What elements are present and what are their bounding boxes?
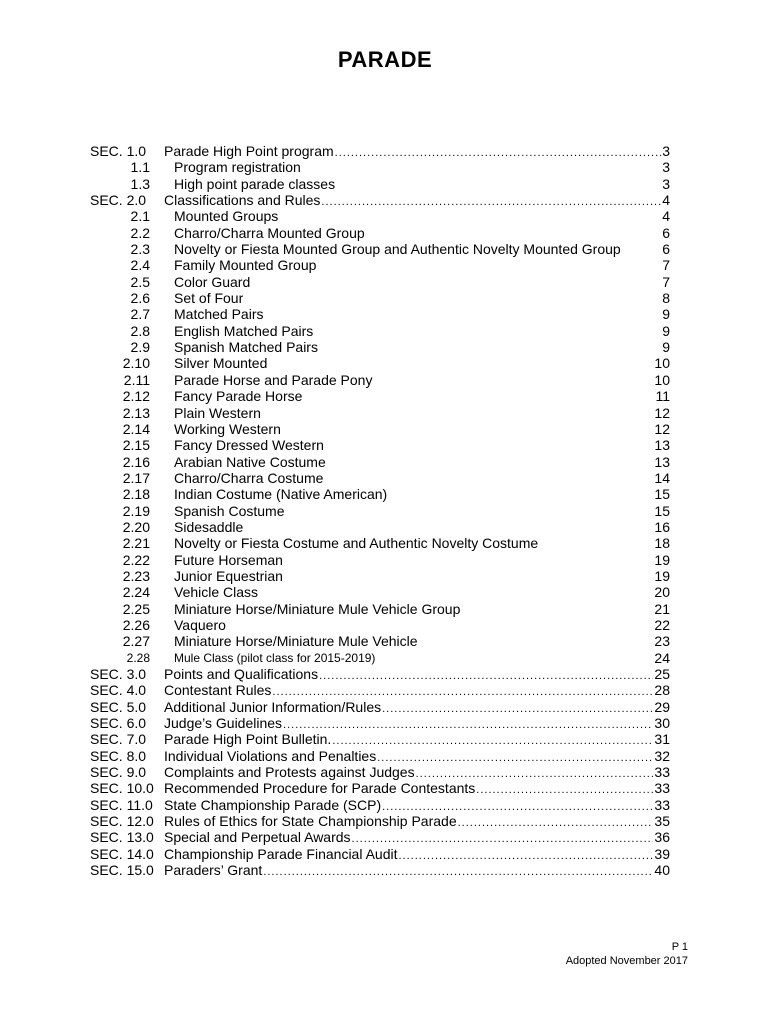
toc-entry-page: 29 — [654, 698, 670, 715]
toc-entry-page: 21 — [654, 600, 670, 617]
toc-entry-title: Sidesaddle — [174, 518, 244, 535]
toc-entry-number: 2.7 — [130, 306, 150, 323]
toc-entry-page: 6 — [662, 224, 670, 241]
toc-entry-page: 7 — [662, 273, 670, 290]
toc-entry-title: English Matched Pairs — [174, 322, 314, 339]
toc-entry-number: 2.14 — [122, 420, 150, 437]
toc-entry — [90, 552, 670, 568]
toc-entry-number: SEC. 1.0 — [90, 143, 147, 159]
toc-entry-title: Miniature Horse/Miniature Mule Vehicle Group — [174, 600, 461, 617]
toc-entry-page: 31 — [654, 731, 670, 748]
toc-entry-number: 2.10 — [122, 355, 150, 372]
toc-entry — [90, 306, 670, 322]
toc-entry-number: SEC. 12.0 — [90, 813, 154, 830]
toc-entry-number: 2.18 — [122, 486, 150, 503]
page-footer — [566, 940, 688, 968]
toc-entry-number: SEC. 13.0 — [90, 829, 154, 846]
toc-entry-number: SEC. 10.0 — [90, 780, 154, 797]
toc-entry — [90, 257, 670, 273]
toc-entry-title: Matched Pairs — [174, 306, 264, 323]
toc-entry — [90, 748, 670, 764]
toc-entry-page: 4 — [662, 208, 670, 225]
toc-entry-title: Program registration — [174, 159, 301, 176]
toc-entry-page: 36 — [654, 829, 670, 846]
toc-entry-page: 13 — [654, 437, 670, 454]
toc-entry — [90, 437, 670, 453]
toc-entry — [90, 535, 670, 551]
toc-entry-title: Junior Equestrian — [174, 567, 283, 584]
toc-entry-page: 7 — [662, 257, 670, 274]
page-number: P 1 — [671, 941, 688, 953]
toc-entry-number: 2.26 — [122, 616, 150, 633]
toc-entry-title: Mule Class (pilot class for 2015-2019) — [174, 650, 376, 665]
toc-entry-page: 9 — [662, 339, 670, 356]
toc-entry-page: 23 — [654, 633, 670, 650]
toc-entry-number: 2.9 — [130, 339, 150, 356]
toc-entry — [90, 421, 670, 437]
toc-entry-title: Set of Four — [174, 290, 244, 307]
toc-entry-title: Family Mounted Group — [174, 257, 317, 274]
toc-entry — [90, 666, 670, 682]
toc-entry-page: 19 — [654, 567, 670, 584]
toc-entry-title: Paraders’ Grant — [164, 862, 263, 879]
toc-entry-title: Working Western — [174, 420, 281, 437]
toc-entry-number: 2.23 — [122, 567, 150, 584]
toc-entry-title: Special and Perpetual Awards — [164, 829, 351, 846]
toc-entry — [90, 290, 670, 306]
toc-entry-title: Additional Junior Information/Rules — [164, 698, 382, 715]
toc-entry-title: Vehicle Class — [174, 584, 259, 601]
toc-entry-number: 2.17 — [122, 469, 150, 486]
toc-entry-page: 9 — [662, 322, 670, 339]
toc-entry-title: Points and Qualifications — [164, 666, 319, 682]
toc-entry-title: Charro/Charra Mounted Group — [174, 224, 365, 241]
toc-entry-number: SEC. 14.0 — [90, 845, 154, 862]
toc-entry-number: 2.2 — [130, 224, 150, 241]
toc-entry-page: 6 — [662, 241, 670, 258]
toc-entry-page: 35 — [654, 813, 670, 830]
toc-entry-title: Future Horseman — [174, 551, 283, 568]
toc-entry-page: 39 — [654, 845, 670, 862]
toc-entry-number: 1.3 — [130, 175, 150, 192]
toc-entry-number: 2.27 — [122, 633, 150, 650]
toc-entry — [90, 388, 670, 404]
toc-entry-number: SEC. 7.0 — [90, 731, 147, 748]
toc-entry-title: Fancy Parade Horse — [174, 388, 303, 405]
toc-entry-page: 15 — [654, 486, 670, 503]
page-title: PARADE — [337, 47, 433, 72]
toc-entry — [90, 159, 670, 175]
toc-entry-page: 15 — [654, 502, 670, 519]
toc-entry-number: 2.25 — [122, 600, 150, 617]
toc-entry-page: 14 — [654, 469, 670, 486]
toc-entry-page: 33 — [654, 764, 670, 781]
toc-entry-title: Plain Western — [174, 404, 261, 421]
toc-entry-title: Parade High Point Bulletin. — [164, 731, 332, 748]
toc-entry-title: Championship Parade Financial Audit — [164, 845, 398, 862]
toc-entry — [90, 143, 670, 159]
toc-entry — [90, 470, 670, 486]
toc-entry-number: 2.20 — [122, 518, 150, 535]
toc-entry-title: Fancy Dressed Western — [174, 437, 324, 454]
toc-entry — [90, 519, 670, 535]
toc-entry-page: 40 — [654, 862, 670, 879]
toc-entry — [90, 731, 670, 747]
toc-entry — [90, 650, 670, 666]
toc-entry — [90, 339, 670, 355]
toc-entry-title: Spanish Costume — [174, 502, 285, 519]
toc-entry-title: Complaints and Protests against Judges — [164, 764, 415, 781]
toc-entry-number: 2.22 — [122, 551, 150, 568]
toc-entry-page: 33 — [654, 780, 670, 797]
toc-entry-page: 13 — [654, 453, 670, 470]
dot-leader — [263, 864, 653, 880]
toc-entry-number: 2.8 — [130, 322, 150, 339]
toc-entry — [90, 568, 670, 584]
toc-entry-page: 9 — [662, 306, 670, 323]
toc-entry-title: Spanish Matched Pairs — [174, 339, 318, 356]
toc-entry — [90, 405, 670, 421]
toc-entry-title: State Championship Parade (SCP) — [164, 796, 382, 813]
toc-entry-page: 12 — [654, 420, 670, 437]
toc-entry-page: 22 — [654, 616, 670, 633]
toc-entry — [90, 682, 670, 698]
toc-entry — [90, 355, 670, 371]
toc-entry-number: 2.1 — [130, 208, 150, 225]
toc-entry-page: 30 — [654, 715, 670, 732]
toc-entry-title: Mounted Groups — [174, 208, 279, 225]
toc-entry — [90, 797, 670, 813]
toc-entry — [90, 780, 670, 796]
toc-entry-page: 28 — [654, 682, 670, 699]
toc-entry-number: 2.3 — [130, 241, 150, 258]
toc-entry — [90, 274, 670, 290]
toc-entry-page: 10 — [654, 371, 670, 388]
toc-entry-title: Indian Costume (Native American) — [174, 486, 388, 503]
toc-entry — [90, 208, 670, 224]
toc-entry-number: 2.15 — [122, 437, 150, 454]
toc-entry-title: Arabian Native Costume — [174, 453, 326, 470]
toc-entry-page: 8 — [662, 290, 670, 307]
toc-entry-title: Novelty or Fiesta Costume and Authentic Novelty Costume — [174, 535, 539, 552]
toc-entry-title: Color Guard — [174, 273, 251, 290]
toc-entry-page: 3 — [662, 159, 670, 176]
toc-entry-title: High point parade classes — [174, 175, 336, 192]
toc-entry-title: Parade Horse and Parade Pony — [174, 371, 373, 388]
toc-entry — [90, 764, 670, 780]
toc-entry-page: 12 — [654, 404, 670, 421]
toc-entry-number: 2.13 — [122, 404, 150, 421]
toc-entry-number: SEC. 2.0 — [90, 192, 147, 209]
toc-entry-page: 19 — [654, 551, 670, 568]
toc-entry-number: SEC. 6.0 — [90, 715, 147, 732]
toc-entry-title: Miniature Horse/Miniature Mule Vehicle — [174, 633, 418, 650]
table-of-contents — [90, 143, 670, 878]
toc-entry-page: 3 — [662, 143, 670, 159]
toc-entry-title: Classifications and Rules — [164, 192, 321, 209]
toc-entry-number: SEC. 11.0 — [90, 796, 153, 813]
toc-entry-number: SEC. 8.0 — [90, 747, 147, 764]
toc-entry-title: Judge’s Guidelines — [164, 715, 283, 732]
toc-entry-page: 4 — [662, 192, 670, 209]
toc-entry-page: 10 — [654, 355, 670, 372]
toc-entry-title: Individual Violations and Penalties — [164, 747, 377, 764]
toc-entry-page: 3 — [662, 175, 670, 192]
toc-entry-page: 11 — [655, 388, 670, 405]
toc-entry — [90, 241, 670, 257]
toc-entry-page: 18 — [654, 535, 670, 552]
toc-entry-page: 32 — [654, 747, 670, 764]
toc-entry-number: 2.4 — [130, 257, 150, 274]
toc-entry-number: 2.6 — [130, 290, 150, 307]
toc-entry-title: Charro/Charra Costume — [174, 469, 324, 486]
toc-entry — [90, 633, 670, 649]
toc-entry-title: Novelty or Fiesta Mounted Group and Authentic Novelty Mounted Group — [174, 241, 621, 258]
toc-entry-number: SEC. 15.0 — [90, 862, 154, 879]
toc-entry — [90, 617, 670, 633]
toc-entry-page: 25 — [654, 666, 670, 682]
toc-entry-number: 2.11 — [123, 371, 150, 388]
toc-entry-number: 1.1 — [130, 159, 150, 176]
toc-entry-number: SEC. 4.0 — [90, 682, 147, 699]
toc-entry — [90, 503, 670, 519]
toc-entry-number: 2.16 — [122, 453, 150, 470]
toc-entry — [90, 699, 670, 715]
toc-entry — [90, 225, 670, 241]
toc-entry-page: 20 — [654, 584, 670, 601]
toc-entry — [90, 862, 670, 878]
toc-entry-title: Rules of Ethics for State Championship Parade — [164, 813, 457, 830]
toc-entry-number: SEC. 5.0 — [90, 698, 147, 715]
adopted-date: Adopted November 2017 — [565, 955, 688, 967]
toc-entry — [90, 192, 670, 208]
toc-entry-title: Vaquero — [174, 616, 226, 633]
toc-entry — [90, 454, 670, 470]
toc-entry-title: Recommended Procedure for Parade Contestants — [164, 780, 476, 797]
toc-entry-title: Parade High Point program — [164, 143, 334, 159]
toc-entry — [90, 323, 670, 339]
toc-entry-number: 2.24 — [122, 584, 150, 601]
toc-entry-title: Contestant Rules — [164, 682, 272, 699]
toc-entry-page: 24 — [654, 649, 670, 666]
toc-entry — [90, 486, 670, 502]
toc-entry-page: 16 — [654, 518, 670, 535]
toc-entry — [90, 846, 670, 862]
toc-entry-title: Silver Mounted — [174, 355, 268, 372]
toc-entry-line — [164, 862, 670, 880]
toc-entry-number: 2.12 — [122, 388, 150, 405]
toc-entry-number: 2.19 — [122, 502, 150, 519]
toc-entry-page: 33 — [654, 796, 670, 813]
toc-entry — [90, 372, 670, 388]
toc-entry-number: SEC. 9.0 — [90, 764, 147, 781]
toc-entry-number: 2.5 — [130, 273, 150, 290]
toc-entry — [90, 176, 670, 192]
toc-entry-number: 2.21 — [122, 535, 150, 552]
toc-entry — [90, 813, 670, 829]
toc-entry — [90, 715, 670, 731]
toc-entry — [90, 584, 670, 600]
toc-entry — [90, 601, 670, 617]
toc-entry-number: 2.28 — [126, 650, 150, 665]
toc-entry — [90, 829, 670, 845]
toc-entry-number: SEC. 3.0 — [90, 666, 147, 682]
